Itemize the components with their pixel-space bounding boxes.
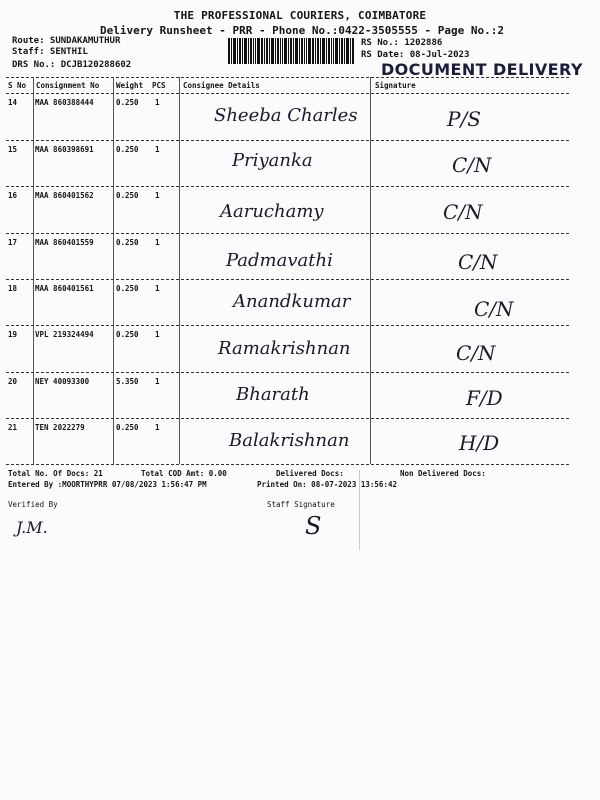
column-header-consignment: Consignment No: [36, 81, 100, 90]
rs-date: RS Date: 08-Jul-2023: [361, 50, 470, 60]
row-sno: 14: [8, 98, 18, 107]
staff-label: Staff: SENTHIL: [12, 47, 88, 57]
row-consignment-no: NEY 40093300: [35, 377, 90, 386]
row-pcs: 1: [155, 145, 160, 154]
total-cod-amount: Total COD Amt: 0.00: [141, 469, 227, 478]
document-delivery-stamp: DOCUMENT DELIVERY: [381, 60, 583, 79]
column-header-weight: Weight: [116, 81, 144, 90]
row-divider: [6, 372, 569, 373]
row-signature-handwritten: P/S: [447, 107, 481, 131]
row-divider: [6, 233, 569, 234]
row-divider: [6, 140, 569, 141]
barcode-image: [228, 38, 354, 64]
row-sno: 19: [8, 330, 18, 339]
column-divider: [33, 77, 34, 464]
entered-by: Entered By :MOORTHYPRR 07/08/2023 1:56:47 PM: [8, 480, 207, 489]
row-divider: [6, 279, 569, 280]
row-pcs: 1: [155, 238, 160, 247]
row-weight: 0.250: [116, 423, 139, 432]
row-divider: [6, 418, 569, 419]
row-sno: 20: [8, 377, 18, 386]
table-header-rule: [6, 93, 569, 94]
route-label: Route: SUNDAKAMUTHUR: [12, 36, 121, 46]
row-consignment-no: MAA 860401562: [35, 191, 94, 200]
row-consignee-handwritten: Balakrishnan: [229, 430, 350, 451]
row-pcs: 1: [155, 423, 160, 432]
row-consignment-no: VPL 219324494: [35, 330, 94, 339]
row-signature-handwritten: H/D: [459, 431, 500, 455]
column-header-pcs: PCS: [152, 81, 166, 90]
staff-signature-mark: S: [305, 512, 322, 540]
row-signature-handwritten: C/N: [458, 250, 498, 274]
row-weight: 0.250: [116, 191, 139, 200]
row-divider: [6, 325, 569, 326]
row-consignee-handwritten: Aaruchamy: [220, 201, 324, 222]
row-divider: [6, 186, 569, 187]
row-sno: 21: [8, 423, 18, 432]
column-header-signature: Signature: [375, 81, 416, 90]
column-divider: [370, 77, 371, 464]
row-consignment-no: TEN 2022279: [35, 423, 85, 432]
row-weight: 0.250: [116, 98, 139, 107]
row-pcs: 1: [155, 191, 160, 200]
column-header-sno: S No: [8, 81, 27, 90]
table-top-rule: [6, 77, 569, 78]
row-weight: 5.350: [116, 377, 139, 386]
page-title: THE PROFESSIONAL COURIERS, COIMBATORE: [173, 9, 427, 22]
row-pcs: 1: [155, 377, 160, 386]
staff-signature-label: Staff Signature: [267, 500, 335, 509]
row-consignee-handwritten: Bharath: [236, 384, 310, 405]
row-weight: 0.250: [116, 284, 139, 293]
row-weight: 0.250: [116, 145, 139, 154]
row-pcs: 1: [155, 284, 160, 293]
row-signature-handwritten: F/D: [466, 386, 503, 410]
delivered-docs: Delivered Docs:: [276, 469, 344, 478]
column-header-consignee: Consignee Details: [183, 81, 260, 90]
stray-pen-line: [359, 470, 360, 550]
row-consignment-no: MAA 860401561: [35, 284, 94, 293]
total-docs: Total No. Of Docs: 21: [8, 469, 103, 478]
row-consignee-handwritten: Padmavathi: [226, 250, 333, 271]
row-consignee-handwritten: Anandkumar: [233, 291, 351, 312]
row-weight: 0.250: [116, 330, 139, 339]
row-sno: 16: [8, 191, 18, 200]
column-divider: [113, 77, 114, 464]
drs-number: DRS No.: DCJB120288602: [12, 60, 132, 70]
row-consignee-handwritten: Sheeba Charles: [214, 105, 358, 126]
row-sno: 17: [8, 238, 18, 247]
column-divider: [179, 77, 180, 464]
row-consignee-handwritten: Priyanka: [232, 150, 313, 171]
row-weight: 0.250: [116, 238, 139, 247]
rs-number: RS No.: 1202886: [361, 38, 443, 48]
row-sno: 15: [8, 145, 18, 154]
row-sno: 18: [8, 284, 18, 293]
verified-by-signature: J.M.: [16, 518, 48, 537]
row-pcs: 1: [155, 98, 160, 107]
printed-on: Printed On: 08-07-2023 13:56:42: [257, 480, 397, 489]
row-consignment-no: MAA 860401559: [35, 238, 94, 247]
row-signature-handwritten: C/N: [456, 341, 496, 365]
verified-by-label: Verified By: [8, 500, 58, 509]
table-bottom-rule: [6, 464, 569, 465]
non-delivered-docs: Non Delivered Docs:: [400, 469, 486, 478]
runsheet-subtitle: Delivery Runsheet - PRR - Phone No.:0422-3505555 - Page No.:2: [100, 24, 504, 37]
row-consignee-handwritten: Ramakrishnan: [218, 338, 351, 359]
row-signature-handwritten: C/N: [474, 297, 514, 321]
row-consignment-no: MAA 860388444: [35, 98, 94, 107]
row-signature-handwritten: C/N: [443, 200, 483, 224]
row-consignment-no: MAA 860398691: [35, 145, 94, 154]
row-signature-handwritten: C/N: [452, 153, 492, 177]
row-pcs: 1: [155, 330, 160, 339]
